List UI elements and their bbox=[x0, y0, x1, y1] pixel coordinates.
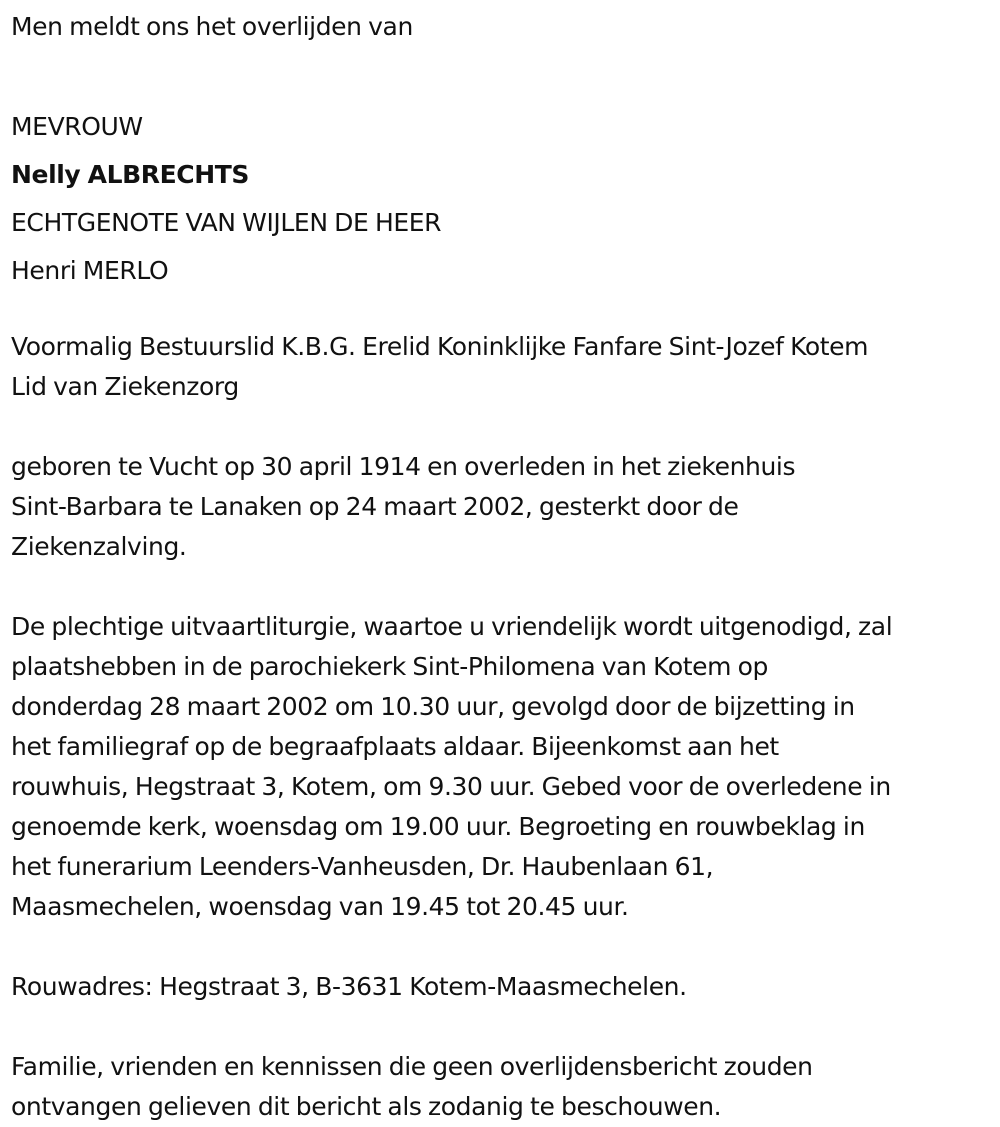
closing-paragraph bbox=[11, 1047, 1000, 1127]
deceased-name: Nelly ALBRECHTS bbox=[11, 160, 250, 189]
birth-death-line: geboren te Vucht op 30 april 1914 en overleden in het ziekenhuis bbox=[11, 452, 796, 481]
funeral-line: rouwhuis, Hegstraat 3, Kotem, om 9.30 uur. Gebed voor de overledene in bbox=[11, 772, 891, 801]
funeral-line: Maasmechelen, woensdag van 19.45 tot 20.45 uur. bbox=[11, 892, 629, 921]
funeral-line: plaatshebben in de parochiekerk Sint-Philomena van Kotem op bbox=[11, 652, 768, 681]
funeral-line: het funerarium Leenders-Vanheusden, Dr. Haubenlaan 61, bbox=[11, 852, 714, 881]
membership-line: Lid van Ziekenzorg bbox=[11, 372, 239, 401]
funeral-line: het familiegraf op de begraafplaats aldaar. Bijeenkomst aan het bbox=[11, 732, 779, 761]
spacer bbox=[11, 47, 1000, 103]
funeral-line: donderdag 28 maart 2002 om 10.30 uur, gevolgd door de bijzetting in bbox=[11, 692, 855, 721]
membership-line: Voormalig Bestuurslid K.B.G. Erelid Koninklijke Fanfare Sint-Jozef Kotem bbox=[11, 332, 869, 361]
funeral-line: De plechtige uitvaartliturgie, waartoe u vriendelijk wordt uitgenodigd, zal bbox=[11, 612, 893, 641]
funeral-line: genoemde kerk, woensdag om 19.00 uur. Begroeting en rouwbeklag in bbox=[11, 812, 865, 841]
relation-text: ECHTGENOTE VAN WIJLEN DE HEER bbox=[11, 208, 442, 237]
spouse-name: Henri MERLO bbox=[11, 256, 169, 285]
address-paragraph bbox=[11, 967, 1000, 1007]
memberships-paragraph bbox=[11, 327, 1000, 407]
birth-death-paragraph bbox=[11, 447, 1000, 567]
funeral-paragraph bbox=[11, 607, 1000, 927]
closing-line: ontvangen gelieven dit bericht als zodanig te beschouwen. bbox=[11, 1092, 722, 1121]
birth-death-line: Sint-Barbara te Lanaken op 24 maart 2002, gesterkt door de bbox=[11, 492, 739, 521]
birth-death-line: Ziekenzalving. bbox=[11, 532, 187, 561]
title-text: MEVROUW bbox=[11, 112, 143, 141]
intro-text: Men meldt ons het overlijden van bbox=[11, 12, 413, 41]
mourning-address: Rouwadres: Hegstraat 3, B-3631 Kotem-Maasmechelen. bbox=[11, 972, 687, 1001]
closing-line: Familie, vrienden en kennissen die geen overlijdensbericht zouden bbox=[11, 1052, 813, 1081]
